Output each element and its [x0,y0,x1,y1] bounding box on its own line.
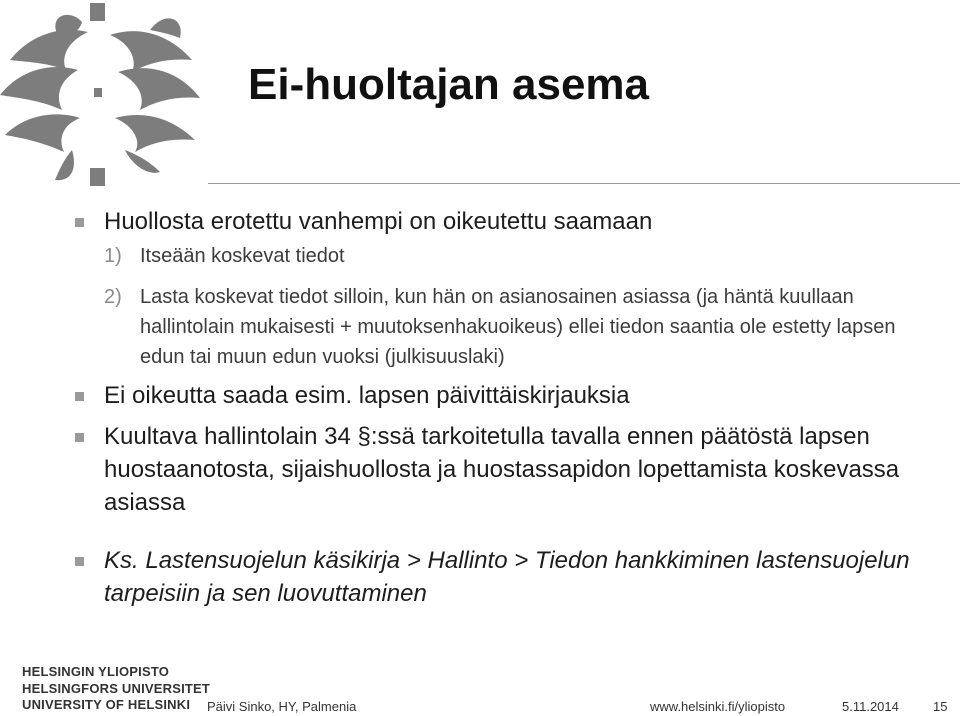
bullet-text: Huollosta erotettu vanhempi on oikeutettu saamaan [104,208,653,235]
bullet-text: Kuultava hallintolain 34 §:ssä tarkoitetulla tavalla ennen päätöstä lapsen huostaanotosta, sijaishuollosta ja huostassapidon lopettamista koskevassa asiassa [104,423,900,516]
square-bullet-icon [75,218,84,227]
sub-item-text: Itseään koskevat tiedot [140,245,345,267]
university-flame-logo-icon [0,0,205,190]
university-name-en: UNIVERSITY OF HELSINKI [22,697,191,712]
sub-item-number: 1) [104,245,122,267]
square-bullet-icon [75,392,84,401]
footer-date: 5.11.2014 [842,699,899,714]
title-divider [208,183,960,184]
bullet-text: Ei oikeutta saada esim. lapsen päivittäiskirjauksia [104,382,630,409]
sub-item-number: 2) [104,286,122,308]
bullet-text: Ks. Lastensuojelun käsikirja > Hallinto > Tiedon hankkiminen lastensuojelun tarpeisiin ja sen luovuttaminen [104,547,910,607]
sub-item-text: Lasta koskevat tiedot silloin, kun hän on asianosainen asiassa (ja häntä kuullaan hallintolain mukaisesti + muutoksenhakuoikeus) ellei tiedon saantia ole estetty lapsen edun tai muun edun vuoksi (julkisuuslaki) [140,286,896,368]
square-bullet-icon [75,433,84,442]
footer-url: www.helsinki.fi/yliopisto [650,699,786,714]
bullet-item [70,205,930,238]
bullet-item [70,420,930,519]
university-name-sv: HELSINGFORS UNIVERSITET [22,680,211,696]
footer-page-number: 15 [933,699,948,714]
footer-author: Päivi Sinko, HY, Palmenia [207,699,357,714]
square-bullet-icon [75,557,84,566]
slide-content [70,205,930,610]
slide-title: Ei-huoltajan asema [248,60,650,109]
sub-item [70,241,930,271]
bullet-item [70,379,930,412]
sub-item [70,282,930,372]
university-name-fi: HELSINGIN YLIOPISTO [22,664,170,679]
university-wordmark [22,664,210,714]
bullet-item [70,544,930,610]
